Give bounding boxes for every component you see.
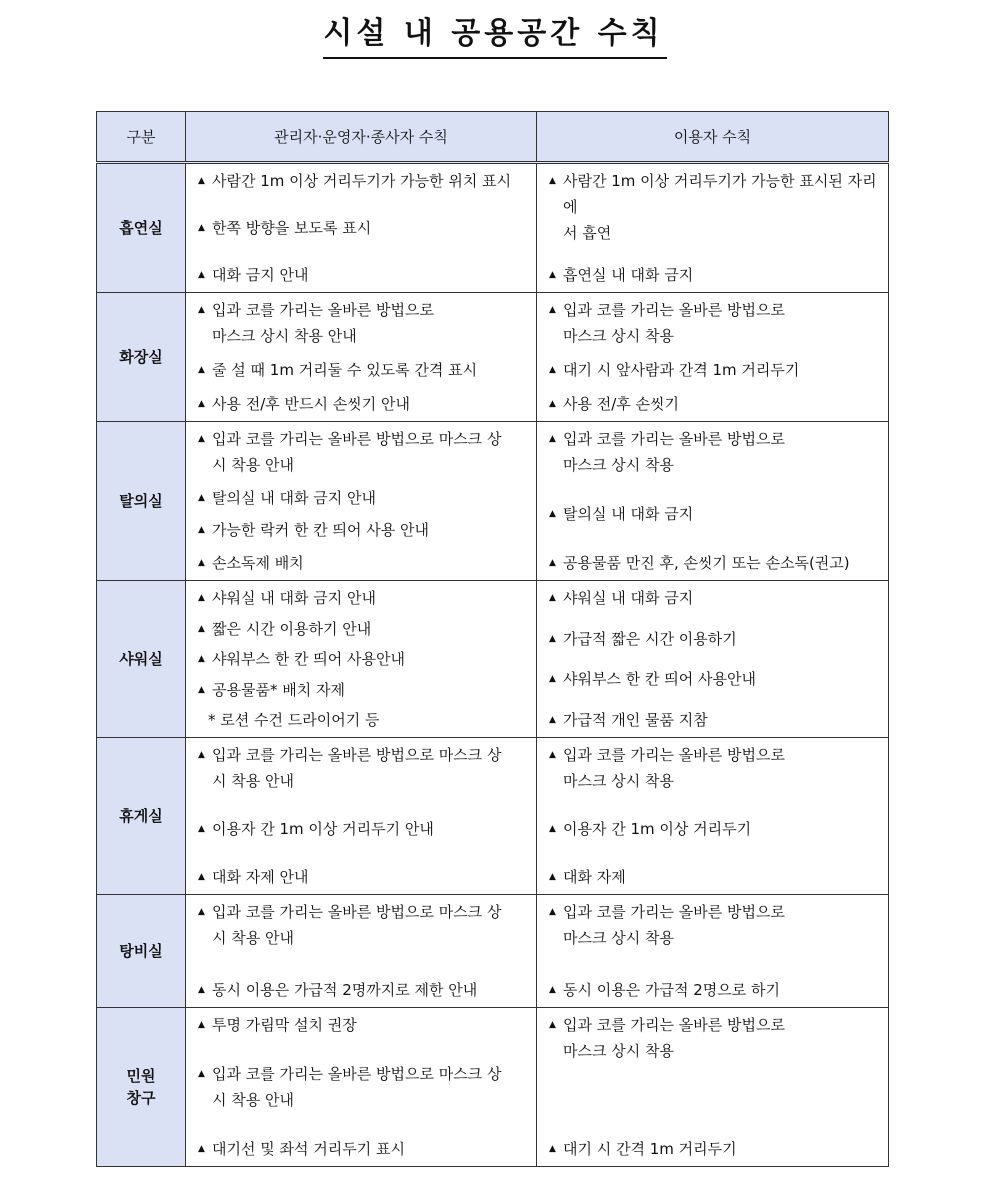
- triangle-bullet-icon: ▲: [198, 176, 205, 186]
- rule-text: 이용자 간 1m 이상 거리두기 안내: [212, 820, 434, 838]
- manager-rules-cell: [186, 895, 537, 1008]
- list-item: [198, 1012, 528, 1038]
- rules-table: [96, 111, 889, 1167]
- list-item: [198, 677, 528, 703]
- list-item: [549, 501, 880, 527]
- list-item: [198, 550, 528, 576]
- manager-rules-cell: [186, 738, 537, 895]
- triangle-bullet-icon: ▲: [549, 824, 556, 834]
- rule-text: 대화 자제: [563, 868, 626, 886]
- manager-rules-cell: [186, 163, 537, 293]
- manager-rules-cell: [186, 1008, 537, 1167]
- footnote: * 로션 수건 드라이어기 등: [208, 711, 380, 729]
- user-rules-list: [537, 1008, 888, 1166]
- triangle-bullet-icon: ▲: [549, 593, 556, 603]
- list-item: [198, 357, 528, 383]
- triangle-bullet-icon: ▲: [549, 509, 556, 519]
- list-item: [198, 215, 528, 241]
- list-item: [549, 742, 880, 794]
- list-item: [198, 646, 528, 672]
- triangle-bullet-icon: ▲: [198, 434, 205, 444]
- list-item: [198, 742, 528, 794]
- category-cell: 샤워실: [97, 581, 186, 738]
- triangle-bullet-icon: ▲: [549, 399, 556, 409]
- user-rules-cell: [537, 163, 889, 293]
- rule-text: 입과 코를 가리는 올바른 방법으로 마스크 상시 착용: [563, 746, 785, 790]
- triangle-bullet-icon: ▲: [198, 750, 205, 760]
- triangle-bullet-icon: ▲: [198, 623, 205, 634]
- list-item: [198, 864, 528, 890]
- rule-text: 샤워실 내 대화 금지 안내: [212, 589, 376, 607]
- triangle-bullet-icon: ▲: [549, 907, 556, 917]
- triangle-bullet-icon: ▲: [198, 1069, 205, 1079]
- manager-rules-cell: [186, 422, 537, 581]
- rule-text: 입과 코를 가리는 올바른 방법으로 마스크 상 시 착용 안내: [212, 1065, 502, 1109]
- rule-text: 가급적 짧은 시간 이용하기: [563, 629, 737, 648]
- rule-text: 가급적 개인 물품 지참: [563, 710, 708, 729]
- list-item: [549, 666, 880, 692]
- document-title: 시설 내 공용공간 수칙: [323, 16, 664, 51]
- manager-rules-list: [186, 422, 536, 580]
- category-cell: 민원 창구: [97, 1008, 186, 1167]
- list-item: [198, 168, 528, 194]
- triangle-bullet-icon: ▲: [549, 434, 556, 444]
- list-item: [549, 1012, 880, 1064]
- table-row: [97, 895, 889, 1008]
- list-item: [198, 585, 528, 611]
- list-item: [198, 517, 528, 543]
- rule-text: 입과 코를 가리는 올바른 방법으로 마스크 상 시 착용 안내: [212, 903, 502, 947]
- rule-text: 공용물품 만진 후, 손씻기 또는 손소독(권고): [563, 554, 850, 572]
- manager-rules-list: [186, 293, 536, 421]
- list-item: [549, 426, 880, 478]
- list-item: [198, 262, 528, 288]
- triangle-bullet-icon: ▲: [549, 365, 556, 375]
- rule-text: 입과 코를 가리는 올바른 방법으로 마스크 상시 착용: [563, 903, 785, 947]
- table-row: [97, 1008, 889, 1167]
- rule-text: 흡연실 내 대화 금지: [563, 266, 694, 284]
- triangle-bullet-icon: ▲: [198, 872, 205, 882]
- list-item: [549, 357, 880, 383]
- triangle-bullet-icon: ▲: [549, 750, 556, 760]
- list-item: [198, 816, 528, 842]
- list-item: [198, 1061, 528, 1113]
- rule-text: 탈의실 내 대화 금지: [563, 505, 694, 523]
- list-item: [198, 977, 528, 1003]
- manager-rules-list: [186, 164, 536, 292]
- triangle-bullet-icon: ▲: [549, 714, 556, 725]
- triangle-bullet-icon: ▲: [549, 633, 556, 644]
- category-cell: 탕비실: [97, 895, 186, 1008]
- rule-text: 이용자 간 1m 이상 거리두기: [563, 820, 752, 838]
- list-item: [549, 899, 880, 951]
- triangle-bullet-icon: ▲: [198, 654, 205, 664]
- triangle-bullet-icon: ▲: [198, 492, 205, 503]
- list-item: [198, 485, 528, 511]
- rule-text: 샤워부스 한 칸 띄어 사용안내: [212, 650, 405, 668]
- triangle-bullet-icon: ▲: [198, 365, 205, 375]
- triangle-bullet-icon: ▲: [549, 1144, 556, 1154]
- triangle-bullet-icon: ▲: [198, 305, 205, 315]
- header-category: 구분: [97, 112, 186, 163]
- list-item: [198, 1136, 528, 1162]
- user-rules-cell: [537, 581, 889, 738]
- triangle-bullet-icon: ▲: [198, 557, 205, 568]
- triangle-bullet-icon: ▲: [549, 558, 556, 568]
- list-item: [549, 864, 880, 890]
- list-item: [549, 550, 880, 576]
- user-rules-list: [537, 895, 888, 1007]
- list-item: [549, 297, 880, 349]
- rule-text: 대기 시 앞사람과 간격 1m 거리두기: [563, 361, 800, 379]
- user-rules-list: [537, 422, 888, 580]
- triangle-bullet-icon: ▲: [198, 907, 205, 917]
- rule-text: 투명 가림막 설치 권장: [212, 1016, 357, 1034]
- list-item: [549, 168, 880, 246]
- user-rules-list: [537, 738, 888, 894]
- table-row: [97, 738, 889, 895]
- rule-text: 대기 시 간격 1m 거리두기: [563, 1140, 737, 1158]
- user-rules-list: [537, 581, 888, 737]
- rule-text: 줄 설 때 1m 거리둘 수 있도록 간격 표시: [212, 361, 478, 379]
- user-rules-cell: [537, 293, 889, 422]
- rule-text: 사람간 1m 이상 거리두기가 가능한 위치 표시: [212, 172, 512, 190]
- list-item: [549, 707, 880, 733]
- list-item: [549, 977, 880, 1003]
- triangle-bullet-icon: ▲: [198, 824, 205, 834]
- title-underline: [323, 57, 667, 59]
- triangle-bullet-icon: ▲: [198, 399, 205, 409]
- rule-text: 동시 이용은 가급적 2명까지로 제한 안내: [212, 981, 478, 999]
- rule-text: 입과 코를 가리는 올바른 방법으로 마스크 상시 착용 안내: [212, 301, 434, 345]
- rule-text: 입과 코를 가리는 올바른 방법으로 마스크 상시 착용: [563, 301, 785, 345]
- manager-rules-list: [186, 1008, 536, 1166]
- triangle-bullet-icon: ▲: [198, 985, 205, 995]
- triangle-bullet-icon: ▲: [549, 305, 556, 315]
- rule-text: 탈의실 내 대화 금지 안내: [212, 488, 376, 507]
- triangle-bullet-icon: ▲: [549, 1020, 556, 1030]
- manager-rules-list: [186, 581, 536, 737]
- user-rules-list: [537, 164, 888, 292]
- user-rules-cell: [537, 422, 889, 581]
- list-item: [549, 585, 880, 611]
- user-rules-cell: [537, 1008, 889, 1167]
- table-row: [97, 422, 889, 581]
- triangle-bullet-icon: ▲: [549, 176, 556, 186]
- list-item: [549, 262, 880, 288]
- user-rules-list: [537, 293, 888, 421]
- rule-text: 입과 코를 가리는 올바른 방법으로 마스크 상시 착용: [563, 430, 785, 474]
- header-row: [97, 112, 889, 163]
- table-row: [97, 293, 889, 422]
- manager-rules-list: [186, 738, 536, 894]
- rule-text: 사용 전/후 반드시 손씻기 안내: [212, 395, 411, 413]
- list-item: [549, 816, 880, 842]
- header-manager-rules: 관리자·운영자·종사자 수칙: [186, 112, 537, 163]
- manager-rules-list: [186, 895, 536, 1007]
- table-row: [97, 581, 889, 738]
- rule-text: 대화 자제 안내: [212, 868, 309, 886]
- rule-text: 한쪽 방향을 보도록 표시: [212, 219, 372, 237]
- rule-text: 대화 금지 안내: [212, 266, 309, 284]
- list-item: [549, 391, 880, 417]
- rule-text: 입과 코를 가리는 올바른 방법으로 마스크 상 시 착용 안내: [212, 746, 502, 790]
- category-cell: 탈의실: [97, 422, 186, 581]
- table-row: [97, 163, 889, 293]
- rule-text: 공용물품* 배치 자제: [212, 680, 345, 699]
- rule-text: 사용 전/후 손씻기: [563, 395, 680, 413]
- triangle-bullet-icon: ▲: [198, 1144, 205, 1154]
- rule-text: 대기선 및 좌석 거리두기 표시: [212, 1140, 405, 1158]
- list-item: [198, 899, 528, 951]
- triangle-bullet-icon: ▲: [549, 674, 556, 685]
- category-cell: 휴게실: [97, 738, 186, 895]
- triangle-bullet-icon: ▲: [198, 1020, 205, 1030]
- rule-text: 입과 코를 가리는 올바른 방법으로 마스크 상시 착용: [563, 1016, 785, 1060]
- triangle-bullet-icon: ▲: [549, 985, 556, 995]
- rule-text: 가능한 락커 한 칸 띄어 사용 안내: [212, 521, 429, 540]
- triangle-bullet-icon: ▲: [198, 684, 205, 695]
- list-item: [198, 297, 528, 349]
- triangle-bullet-icon: ▲: [198, 270, 205, 280]
- rule-text: 짧은 시간 이용하기 안내: [212, 619, 372, 638]
- category-cell: 흡연실: [97, 163, 186, 293]
- list-item: [198, 391, 528, 417]
- list-item: [198, 426, 528, 478]
- list-item: [549, 626, 880, 652]
- manager-rules-cell: [186, 581, 537, 738]
- rule-text: 샤워실 내 대화 금지: [563, 589, 694, 607]
- rule-text: 동시 이용은 가급적 2명으로 하기: [563, 981, 780, 999]
- rule-text: 사람간 1m 이상 거리두기가 가능한 표시된 자리에 서 흡연: [563, 172, 877, 242]
- triangle-bullet-icon: ▲: [198, 223, 205, 233]
- triangle-bullet-icon: ▲: [198, 593, 205, 603]
- rule-text: 샤워부스 한 칸 띄어 사용안내: [563, 670, 756, 689]
- list-item: [198, 616, 528, 642]
- category-cell: 화장실: [97, 293, 186, 422]
- header-user-rules: 이용자 수칙: [537, 112, 889, 163]
- triangle-bullet-icon: ▲: [198, 525, 205, 536]
- user-rules-cell: [537, 895, 889, 1008]
- manager-rules-cell: [186, 293, 537, 422]
- list-item: [549, 1136, 880, 1162]
- triangle-bullet-icon: ▲: [549, 270, 556, 280]
- triangle-bullet-icon: ▲: [549, 872, 556, 882]
- rule-text: 입과 코를 가리는 올바른 방법으로 마스크 상 시 착용 안내: [212, 430, 502, 474]
- user-rules-cell: [537, 738, 889, 895]
- rule-text: 손소독제 배치: [212, 553, 304, 572]
